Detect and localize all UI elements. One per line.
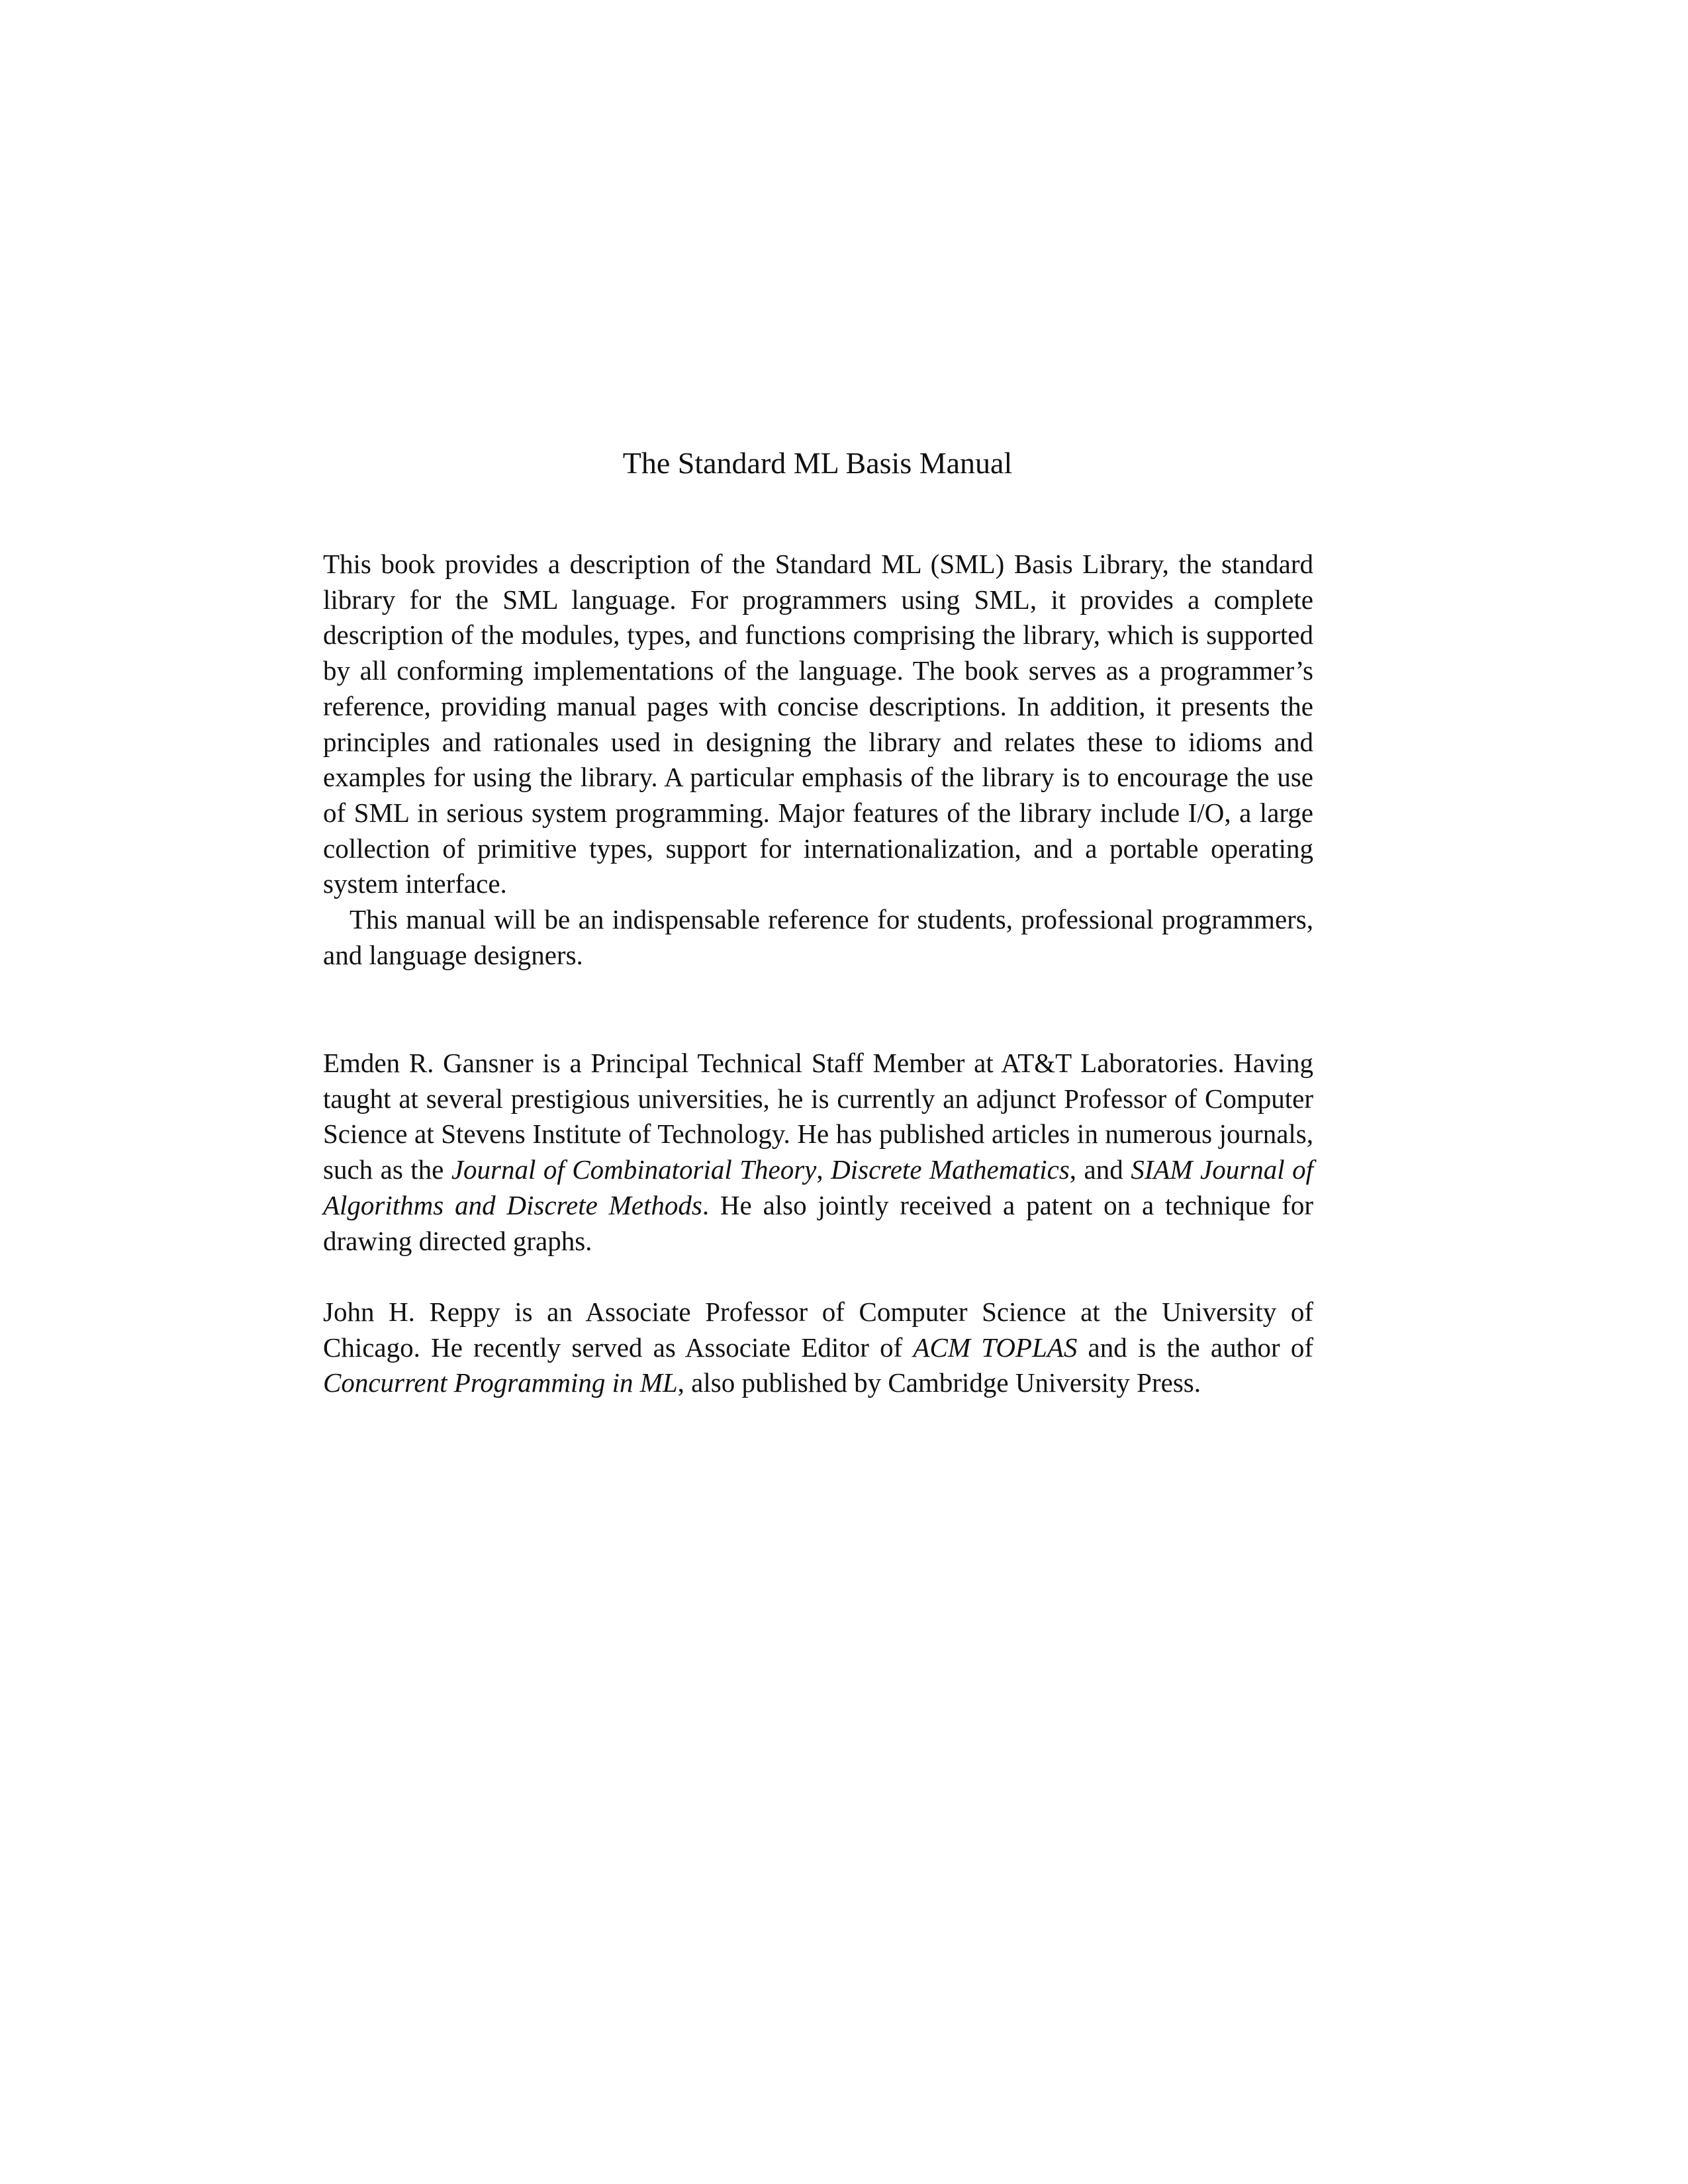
author-bio-reppy [323, 1295, 1313, 1401]
bio-text: , [816, 1154, 831, 1185]
bio-text: . He also jointly received a patent on a technique for drawing directed graphs. [323, 1189, 1314, 1256]
book-title: Concurrent Programming in ML [323, 1367, 678, 1398]
page-title: The Standard ML Basis Manual [622, 446, 1013, 480]
bio-text: Emden R. Gansner is a Principal Technical Staff Member at AT&T Laboratories. Having taught at several prestigious universities, he is currently an adjunct Professor of Computer Science at Stevens Institute of Technology. He has published articles in numerous journals, such as the [323, 1048, 1313, 1185]
author-bio-gansner [323, 1046, 1313, 1259]
bio-text: , also published by Cambridge University Press. [677, 1367, 1201, 1398]
journal-title: SIAM Journal of Algorithms and Discrete Methods [323, 1154, 1313, 1220]
description-paragraph: This manual will be an indispensable reference for students, professional programmers, and language designers. [323, 904, 1313, 970]
journal-title: Journal of Combinatorial Theory [451, 1154, 817, 1185]
journal-title: ACM TOPLAS [913, 1332, 1078, 1363]
bio-text: John H. Reppy is an Associate Professor of Computer Science at the University of Chicago. He recently served as Associate Editor of [323, 1297, 1313, 1363]
bio-text: and is the author of [1077, 1332, 1314, 1363]
journal-title: Discrete Mathematics [831, 1154, 1070, 1185]
bio-paragraph [323, 1295, 1313, 1401]
book-description [323, 547, 1313, 973]
bio-paragraph [323, 1046, 1313, 1259]
bio-text: , and [1069, 1154, 1131, 1185]
description-paragraph: This book provides a description of the Standard ML (SML) Basis Library, the standard library for the SML language. For programmers using SML, it provides a complete description of the modules, types, and functions comprising the library, which is supported by all conforming implementations of the language. The book serves as a programmer’s reference, providing manual pages with concise descriptions. In addition, it presents the principles and rationales used in designing the library and relates these to idioms and examples for using the library. A particular emphasis of the library is to encourage the use of SML in serious system programming. Major features of the library include I/O, a large collection of primitive types, support for internationalization, and a portable operating system interface. [323, 549, 1313, 899]
